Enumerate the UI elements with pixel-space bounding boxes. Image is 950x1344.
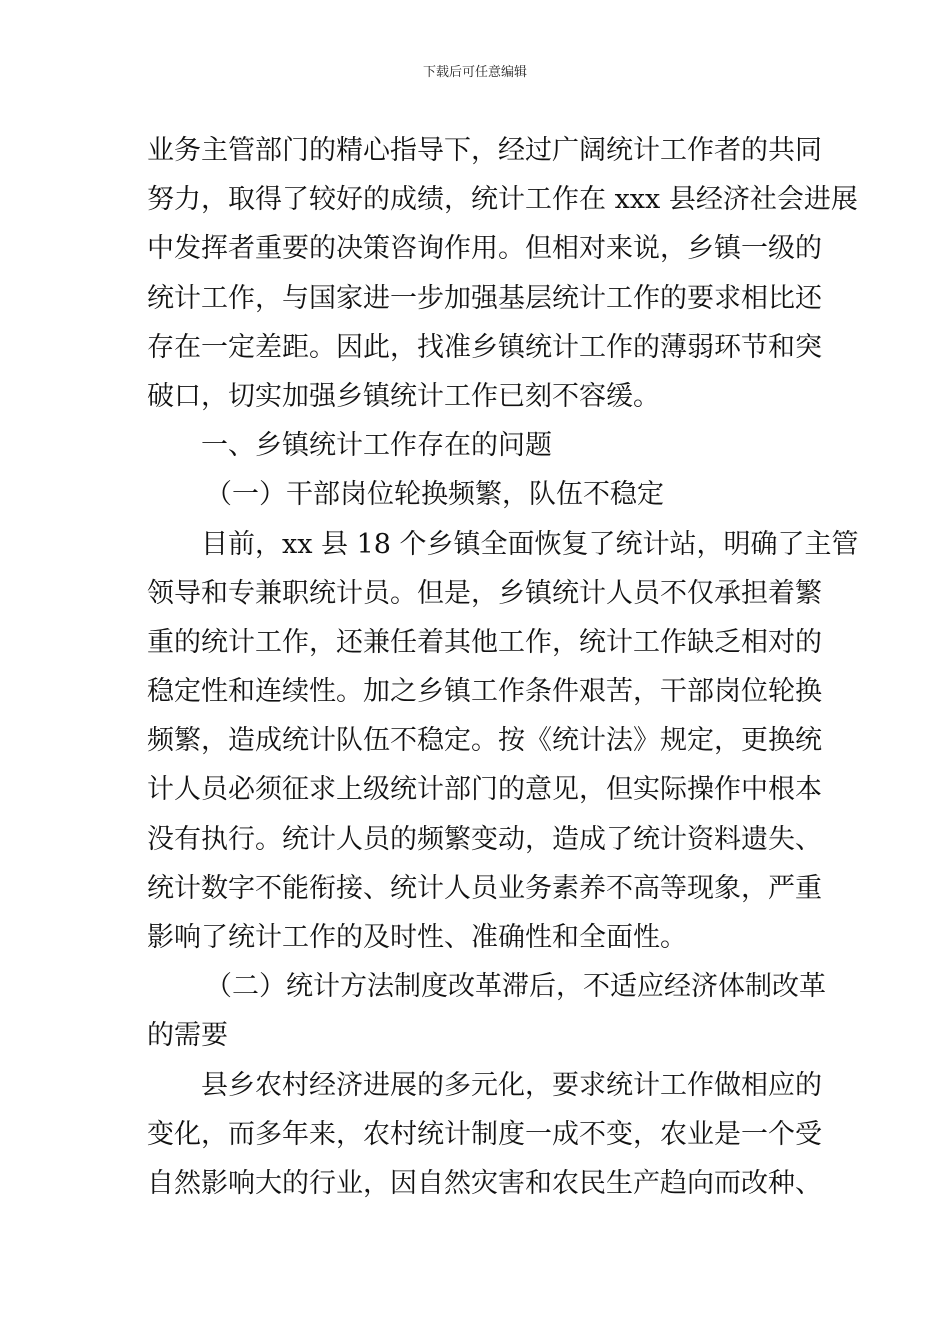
paragraph-line: 目前，xx 县 18 个乡镇全面恢复了统计站，明确了主管 [201,528,859,560]
paragraph-line: 自然影响大的行业，因自然灾害和农民生产趋向而改种、 [147,1167,822,1199]
paragraph-line: 稳定性和连续性。加之乡镇工作条件艰苦，干部岗位轮换 [147,676,822,708]
paragraph-line: 影响了统计工作的及时性、准确性和全面性。 [147,922,687,953]
paragraph-line: 重的统计工作，还兼任着其他工作，统计工作缺乏相对的 [147,626,822,658]
paragraph-line: 中发挥者重要的决策咨询作用。但相对来说，乡镇一级的 [147,233,822,265]
paragraph-line: 县乡农村经济进展的多元化，要求统计工作做相应的 [201,1069,822,1101]
subsection-heading: （二）统计方法制度改革滞后，不适应经济体制改革 [205,971,826,1003]
paragraph-line: 努力，取得了较好的成绩，统计工作在 xxx 县经济社会进展 [147,184,858,216]
paragraph-line: 领导和专兼职统计员。但是，乡镇统计人员不仅承担着繁 [147,577,822,609]
subsection-heading-continued: 的需要 [147,1020,228,1052]
download-note: 下载后可任意编辑 [422,65,527,80]
paragraph-line: 破口，切实加强乡镇统计工作已刻不容缓。 [147,380,660,412]
paragraph-line: 存在一定差距。因此，找准乡镇统计工作的薄弱环节和突 [147,331,822,363]
paragraph-line: 统计工作，与国家进一步加强基层统计工作的要求相比还 [147,282,822,314]
paragraph-line: 频繁，造成统计队伍不稳定。按《统计法》规定，更换统 [147,725,822,757]
paragraph-line: 变化，而多年来，农村统计制度一成不变，农业是一个受 [147,1118,822,1150]
paragraph-line: 业务主管部门的精心指导下，经过广阔统计工作者的共同 [147,135,822,166]
paragraph-line: 计人员必须征求上级统计部门的意见，但实际操作中根本 [147,774,822,806]
subsection-heading: （一）干部岗位轮换频繁，队伍不稳定 [205,479,664,511]
paragraph-line: 没有执行。统计人员的频繁变动，造成了统计资料遗失、 [147,823,822,855]
section-heading: 一、乡镇统计工作存在的问题 [201,430,552,462]
paragraph-line: 统计数字不能衔接、统计人员业务素养不高等现象，严重 [147,872,822,904]
document-body [147,126,859,1208]
